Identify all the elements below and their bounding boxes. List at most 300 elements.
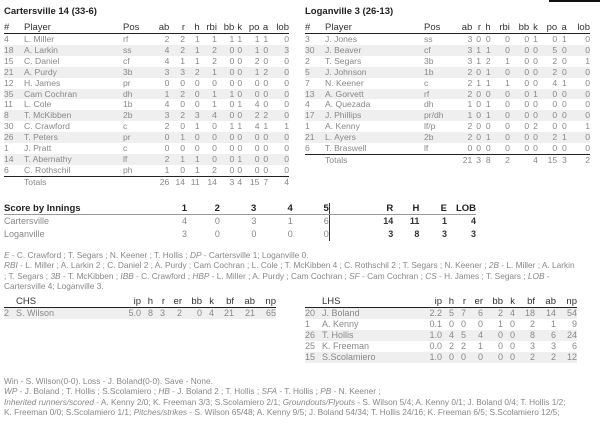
- stat-cell: 0: [263, 77, 269, 88]
- stat-cell: 0: [263, 143, 269, 154]
- stat-cell: 4: [202, 308, 214, 319]
- stat-cell: 0: [552, 121, 558, 132]
- stat-cell: 1: [562, 34, 567, 44]
- pitcher-row: [4, 308, 276, 319]
- stat-cell: 5: [538, 45, 557, 56]
- stat-cell: 0: [524, 143, 530, 154]
- stat-cell: J. Jones: [325, 34, 358, 44]
- stat-cell: 6: [535, 330, 556, 341]
- stat-cell: 2: [453, 89, 472, 100]
- stat-cell: 0: [485, 121, 491, 132]
- stat-cell: 0: [483, 352, 503, 363]
- home-pitching-table: [4, 296, 276, 319]
- stat-cell: 2b: [424, 132, 453, 143]
- column-header: er: [466, 296, 483, 308]
- note-text: - S. Wilson 5/4; A. Kenny 0/1; J. Boland 0/4; T. Hollis 1/2;: [354, 396, 566, 407]
- team-name: Cartersville: [4, 216, 50, 226]
- divider-cell: [329, 215, 372, 229]
- stat-cell: 0: [217, 45, 234, 56]
- player-row: [4, 67, 289, 78]
- stat-cell: 0: [510, 45, 529, 56]
- totals-cell: 8: [481, 154, 491, 165]
- stat-cell: 25: [305, 340, 316, 351]
- team-total: 8: [414, 229, 420, 239]
- stat-cell: 1: [169, 132, 185, 143]
- column-header: lob: [268, 22, 289, 34]
- stat-cell: K. Freeman: [322, 340, 370, 351]
- stat-cell: 1: [242, 45, 259, 56]
- stat-cell: 0: [529, 110, 538, 121]
- stat-cell: ss: [123, 45, 152, 56]
- stat-cell: 8: [4, 110, 24, 121]
- stat-cell: c: [424, 77, 429, 88]
- stat-cell: 1: [237, 34, 243, 44]
- stat-cell: 4: [466, 330, 483, 341]
- stat-cell: 0: [533, 143, 538, 154]
- stat-cell: 0: [194, 77, 200, 88]
- stat-cell: 2: [200, 45, 217, 56]
- stat-cell: 0: [180, 143, 186, 154]
- stat-cell: 2: [453, 67, 472, 78]
- stat-cell: 0: [284, 77, 289, 88]
- note-text: - H. James ; T. Segars ;: [436, 270, 528, 281]
- stat-cell: 0: [505, 34, 510, 44]
- stat-cell: 0: [510, 67, 529, 78]
- stat-cell: 3: [550, 340, 556, 351]
- stat-cell: J. Beaver: [325, 45, 424, 56]
- note-label: E: [4, 250, 10, 260]
- stat-cell: A. Kenny: [322, 318, 359, 329]
- stat-cell: 1: [550, 318, 556, 329]
- stat-cell: 0: [524, 55, 530, 66]
- stat-cell: 0: [254, 164, 260, 175]
- game-notes: [4, 250, 600, 291]
- note-text: -: [544, 270, 550, 281]
- column-header: rbi: [491, 22, 510, 34]
- away-team-title: Loganville 3 (26-13): [305, 6, 394, 17]
- stat-cell: 0: [472, 89, 481, 100]
- stat-cell: 1: [237, 99, 243, 110]
- stat-cell: A. Larkin: [24, 45, 123, 56]
- stat-cell: S.Scolamiero: [322, 352, 424, 363]
- inning-score: 3: [251, 216, 257, 226]
- stat-cell: 1b: [123, 99, 133, 110]
- column-header: np: [556, 296, 577, 308]
- note-text: - C. Crawford ;: [133, 270, 193, 281]
- stat-cell: 0: [472, 110, 481, 121]
- stat-cell: 3: [467, 55, 473, 66]
- column-header: k: [234, 22, 242, 34]
- note-label: CS: [425, 270, 437, 281]
- stat-cell: 17: [305, 110, 325, 121]
- stat-cell: 0: [234, 45, 242, 56]
- inning-score: 3: [181, 229, 187, 239]
- stat-cell: 1: [200, 67, 217, 78]
- home-team-title: Cartersville 14 (33-6): [4, 6, 97, 17]
- column-header: lob: [567, 22, 590, 34]
- stat-cell: 35: [4, 89, 24, 100]
- column-header: er: [165, 296, 182, 308]
- stat-cell: 0: [567, 67, 590, 78]
- stat-cell: L. Ayers: [325, 132, 424, 143]
- totals-cell: [424, 154, 453, 165]
- note-line: [4, 376, 600, 386]
- stat-cell: 1: [477, 340, 483, 351]
- stat-cell: 0: [180, 164, 186, 175]
- stat-cell: 0: [254, 77, 260, 88]
- team-total: 3: [470, 229, 476, 239]
- inning-score: 0: [214, 229, 220, 239]
- stat-cell: 0: [237, 164, 243, 175]
- stat-cell: 2: [212, 164, 217, 175]
- column-header: r: [169, 22, 185, 34]
- stat-cell: 2: [552, 55, 558, 66]
- stat-cell: T. McKibben: [24, 110, 123, 121]
- stat-cell: 0: [491, 132, 510, 143]
- stat-cell: 0: [529, 67, 538, 78]
- stat-cell: 4: [254, 121, 260, 132]
- score-by-innings-table: [4, 203, 476, 241]
- stat-cell: 1: [562, 77, 567, 88]
- stat-cell: 1: [585, 121, 590, 132]
- stat-cell: 0: [557, 110, 567, 121]
- totals-cell: 3: [472, 154, 481, 165]
- note-text: ; T. Segars ;: [4, 270, 51, 281]
- stat-cell: 0: [217, 154, 234, 165]
- stat-cell: 15: [4, 55, 14, 66]
- note-text: Cartersville 4; Loganville 3.: [4, 280, 104, 291]
- stat-cell: 0: [263, 55, 269, 66]
- total-header: E: [419, 203, 447, 215]
- stat-cell: 0: [585, 143, 590, 154]
- column-header: po: [538, 22, 557, 34]
- pitcher-row: [305, 352, 577, 363]
- stat-cell: 0: [524, 34, 530, 44]
- team-total: 1: [441, 216, 447, 226]
- stat-cell: 0: [212, 143, 217, 154]
- stat-cell: 1: [229, 34, 235, 44]
- note-label: Pitches/strikes: [133, 406, 188, 417]
- stat-cell: pr: [123, 77, 131, 88]
- stat-cell: 0: [505, 99, 510, 110]
- stat-cell: 0: [234, 110, 242, 121]
- stat-cell: 2.2: [424, 308, 442, 319]
- totals-cell: 4: [268, 176, 289, 187]
- player-row: [305, 56, 590, 67]
- note-line: [4, 250, 600, 260]
- stat-cell: 21: [214, 308, 234, 319]
- stat-cell: 0: [466, 352, 483, 363]
- stat-cell: rf: [123, 34, 129, 44]
- stat-cell: 1: [485, 99, 491, 110]
- player-row: [305, 99, 590, 110]
- column-header: r: [472, 22, 481, 34]
- note-text: - S. Wilson 65/48; A. Kenny 9/5; J. Boland 54/34; T. Hollis 24/16; K. Freeman 6/5; S.Scolamiero 12/5;: [187, 406, 560, 417]
- stat-cell: 0: [200, 132, 217, 143]
- stat-cell: 2: [460, 340, 466, 351]
- column-header: np: [255, 296, 276, 308]
- stat-cell: T. Abernathy: [24, 154, 123, 165]
- player-row: [305, 67, 590, 78]
- stat-cell: 1: [505, 77, 510, 88]
- stat-cell: 3b: [123, 67, 152, 78]
- stat-cell: 1: [467, 99, 473, 110]
- note-line: [4, 407, 600, 417]
- inning-header: 2: [187, 203, 220, 215]
- stat-cell: 1: [180, 55, 186, 66]
- stat-cell: T. Hollis: [322, 330, 424, 341]
- column-header: rbi: [200, 22, 217, 34]
- stat-cell: rf: [424, 89, 453, 100]
- player-row: [305, 89, 590, 100]
- stat-cell: 0: [229, 164, 235, 175]
- player-row: [305, 121, 590, 132]
- stat-cell: H. James: [24, 77, 61, 88]
- stat-cell: 0: [505, 143, 510, 154]
- stat-cell: 1: [476, 77, 481, 88]
- stat-cell: T. Segars: [325, 55, 362, 66]
- player-row: [4, 56, 289, 67]
- player-row: [4, 154, 289, 165]
- stat-cell: J. Johnson: [325, 67, 424, 78]
- stat-cell: C. Daniel: [24, 55, 60, 66]
- stat-cell: 30: [4, 121, 14, 132]
- stat-cell: 1: [194, 121, 200, 132]
- stat-cell: 24: [556, 330, 577, 341]
- total-header: LOB: [447, 203, 476, 215]
- totals-cell: 3: [557, 154, 567, 165]
- team-total: 11: [409, 216, 420, 226]
- stat-cell: 2: [242, 110, 259, 121]
- stat-cell: 1: [234, 154, 242, 165]
- stat-cell: 1: [305, 318, 311, 329]
- stat-cell: 8: [141, 308, 153, 319]
- stat-cell: 1: [481, 45, 491, 56]
- stat-cell: 0: [567, 89, 590, 100]
- note-text: Win - S. Wilson(0-0). Loss - J. Boland(0-0). Save - None.: [4, 376, 213, 386]
- totals-row: [305, 154, 590, 165]
- column-header: bf: [214, 296, 234, 308]
- totals-cell: 2: [491, 154, 510, 165]
- column-header: k: [503, 296, 515, 308]
- stat-cell: 0: [567, 132, 590, 143]
- team-total: 3: [388, 229, 394, 239]
- note-label: PB: [320, 386, 332, 397]
- stat-cell: A. Gorvett: [325, 89, 424, 100]
- stat-cell: 0: [268, 154, 289, 165]
- stat-cell: 0: [472, 132, 481, 143]
- stat-cell: 0: [472, 67, 481, 78]
- stat-cell: 2: [448, 340, 454, 351]
- stat-cell: 1: [481, 67, 491, 78]
- stat-cell: 2: [467, 77, 473, 88]
- column-header: [305, 296, 322, 308]
- stat-cell: 14: [4, 154, 24, 165]
- stat-cell: 2: [254, 55, 260, 66]
- player-row: [305, 132, 590, 143]
- stat-cell: 15: [305, 352, 322, 363]
- stat-cell: 0: [259, 45, 268, 56]
- stat-cell: 2: [164, 34, 170, 44]
- stat-cell: 4: [442, 330, 454, 341]
- stat-cell: 3: [153, 308, 165, 319]
- stat-cell: 1: [152, 89, 169, 100]
- stat-cell: 0: [509, 318, 515, 329]
- stat-cell: C. Crawford: [24, 121, 70, 132]
- stat-cell: 1: [229, 121, 235, 132]
- note-label: DP: [190, 250, 202, 260]
- stat-cell: 4: [254, 99, 260, 110]
- stat-cell: 2: [180, 34, 186, 44]
- stat-cell: 3b: [424, 55, 434, 66]
- note-line: [4, 281, 600, 291]
- stat-cell: 0: [491, 89, 510, 100]
- innings-team-row: [4, 215, 476, 229]
- totals-row: [4, 176, 289, 187]
- stat-cell: 2: [169, 110, 185, 121]
- stat-cell: 13: [305, 89, 325, 100]
- stat-cell: 0: [491, 110, 510, 121]
- stat-cell: 26: [305, 330, 322, 341]
- totals-cell: Totals: [24, 176, 123, 187]
- inning-score: 0: [251, 229, 257, 239]
- stat-cell: 1: [481, 132, 491, 143]
- pitching-team-label: CHS: [16, 296, 123, 308]
- stat-cell: 0: [242, 132, 259, 143]
- stat-cell: 0: [268, 67, 289, 78]
- stat-cell: 0: [185, 132, 200, 143]
- stat-cell: 0: [180, 99, 186, 110]
- stat-cell: 0: [460, 318, 466, 329]
- column-header: Pos: [424, 22, 453, 34]
- stat-cell: 2: [467, 121, 473, 132]
- stat-cell: 0: [242, 154, 259, 165]
- totals-cell: 15: [242, 176, 259, 187]
- column-header: Player: [24, 22, 123, 34]
- stat-cell: 1: [476, 55, 481, 66]
- column-header: k: [529, 22, 538, 34]
- stat-cell: 0: [552, 34, 558, 44]
- stat-cell: 2: [212, 55, 217, 66]
- note-text: - T. McKibben ;: [60, 270, 121, 281]
- totals-cell: 11: [185, 176, 200, 187]
- stat-cell: 0.1: [429, 318, 442, 329]
- totals-cell: [305, 154, 325, 165]
- note-line: [4, 271, 600, 281]
- stat-cell: 1: [497, 318, 503, 329]
- totals-cell: 21: [453, 154, 472, 165]
- totals-cell: 14: [169, 176, 185, 187]
- totals-cell: 3: [217, 176, 234, 187]
- stat-cell: 4: [503, 308, 515, 319]
- stat-cell: 0: [529, 132, 538, 143]
- totals-cell: [510, 154, 529, 165]
- stat-cell: 0: [491, 45, 510, 56]
- player-row: [4, 165, 289, 176]
- stat-cell: 4: [552, 77, 558, 88]
- stat-cell: 0: [237, 55, 243, 66]
- stat-cell: 1: [217, 89, 234, 100]
- note-text: - L. Miller ; A. Purdy ; Cam Cochran ;: [209, 270, 350, 281]
- note-text: - Cartersville 1; Loganville 0.: [201, 250, 309, 260]
- stat-cell: 0: [200, 154, 217, 165]
- inning-score: 0: [323, 229, 329, 239]
- stat-cell: 0: [567, 110, 590, 121]
- stat-cell: 3: [467, 34, 473, 44]
- stat-cell: 0.0: [429, 340, 442, 351]
- note-text: - J. Boland 2 ; T. Hollis ;: [169, 386, 262, 397]
- totals-cell: 4: [529, 154, 538, 165]
- stat-cell: 3: [152, 110, 169, 121]
- stat-cell: 5: [442, 308, 454, 319]
- player-row: [305, 143, 590, 154]
- column-header: a: [259, 22, 268, 34]
- totals-cell: [4, 176, 24, 187]
- column-header: [4, 296, 16, 308]
- pitcher-row: [305, 308, 577, 319]
- stat-cell: 0: [284, 55, 289, 66]
- note-line: [4, 260, 600, 270]
- stat-cell: 4: [200, 110, 217, 121]
- innings-title: Score by Innings: [4, 203, 160, 215]
- stat-cell: 1: [194, 55, 200, 66]
- away-pitching-table: [305, 296, 577, 363]
- stat-cell: 1: [212, 34, 217, 44]
- stat-cell: 2: [483, 308, 503, 319]
- stat-cell: 4: [152, 45, 169, 56]
- stat-cell: 1: [284, 121, 289, 132]
- stat-cell: 0: [217, 67, 234, 78]
- stat-cell: S. Wilson: [16, 308, 123, 319]
- column-header: k: [202, 296, 214, 308]
- stat-cell: 21: [305, 132, 325, 143]
- stat-cell: 2: [515, 352, 535, 363]
- stat-cell: 0: [503, 352, 515, 363]
- stat-cell: 0: [229, 143, 235, 154]
- note-label: HB: [158, 386, 170, 397]
- stat-cell: 0: [538, 110, 557, 121]
- stat-cell: 1b: [424, 67, 453, 78]
- stat-cell: 4: [164, 99, 170, 110]
- stat-cell: 0: [557, 67, 567, 78]
- note-label: 2B: [488, 260, 499, 271]
- player-row: [4, 99, 289, 110]
- note-line: [4, 397, 600, 407]
- stat-cell: L. Miller: [24, 34, 55, 44]
- stat-cell: 0: [552, 143, 558, 154]
- inning-score: 0: [287, 229, 293, 239]
- stat-cell: 0: [485, 143, 491, 154]
- stat-cell: 12: [556, 352, 577, 363]
- stat-cell: 0: [182, 308, 202, 319]
- pitcher-row: [305, 330, 577, 341]
- pitcher-row: [305, 319, 577, 330]
- stat-cell: 6: [466, 308, 483, 319]
- stat-cell: 3: [185, 110, 200, 121]
- column-header: ab: [234, 296, 255, 308]
- stat-cell: 0: [467, 143, 473, 154]
- stat-cell: 0: [194, 143, 200, 154]
- stat-cell: 0: [562, 121, 567, 132]
- column-header: ab: [535, 296, 556, 308]
- stat-cell: 0: [533, 99, 538, 110]
- stat-cell: 0: [284, 34, 289, 44]
- stat-cell: 1: [263, 121, 269, 132]
- stat-cell: 11: [4, 99, 13, 110]
- stat-cell: 0: [217, 110, 234, 121]
- stat-cell: 1: [472, 45, 481, 56]
- stat-cell: 0: [476, 99, 481, 110]
